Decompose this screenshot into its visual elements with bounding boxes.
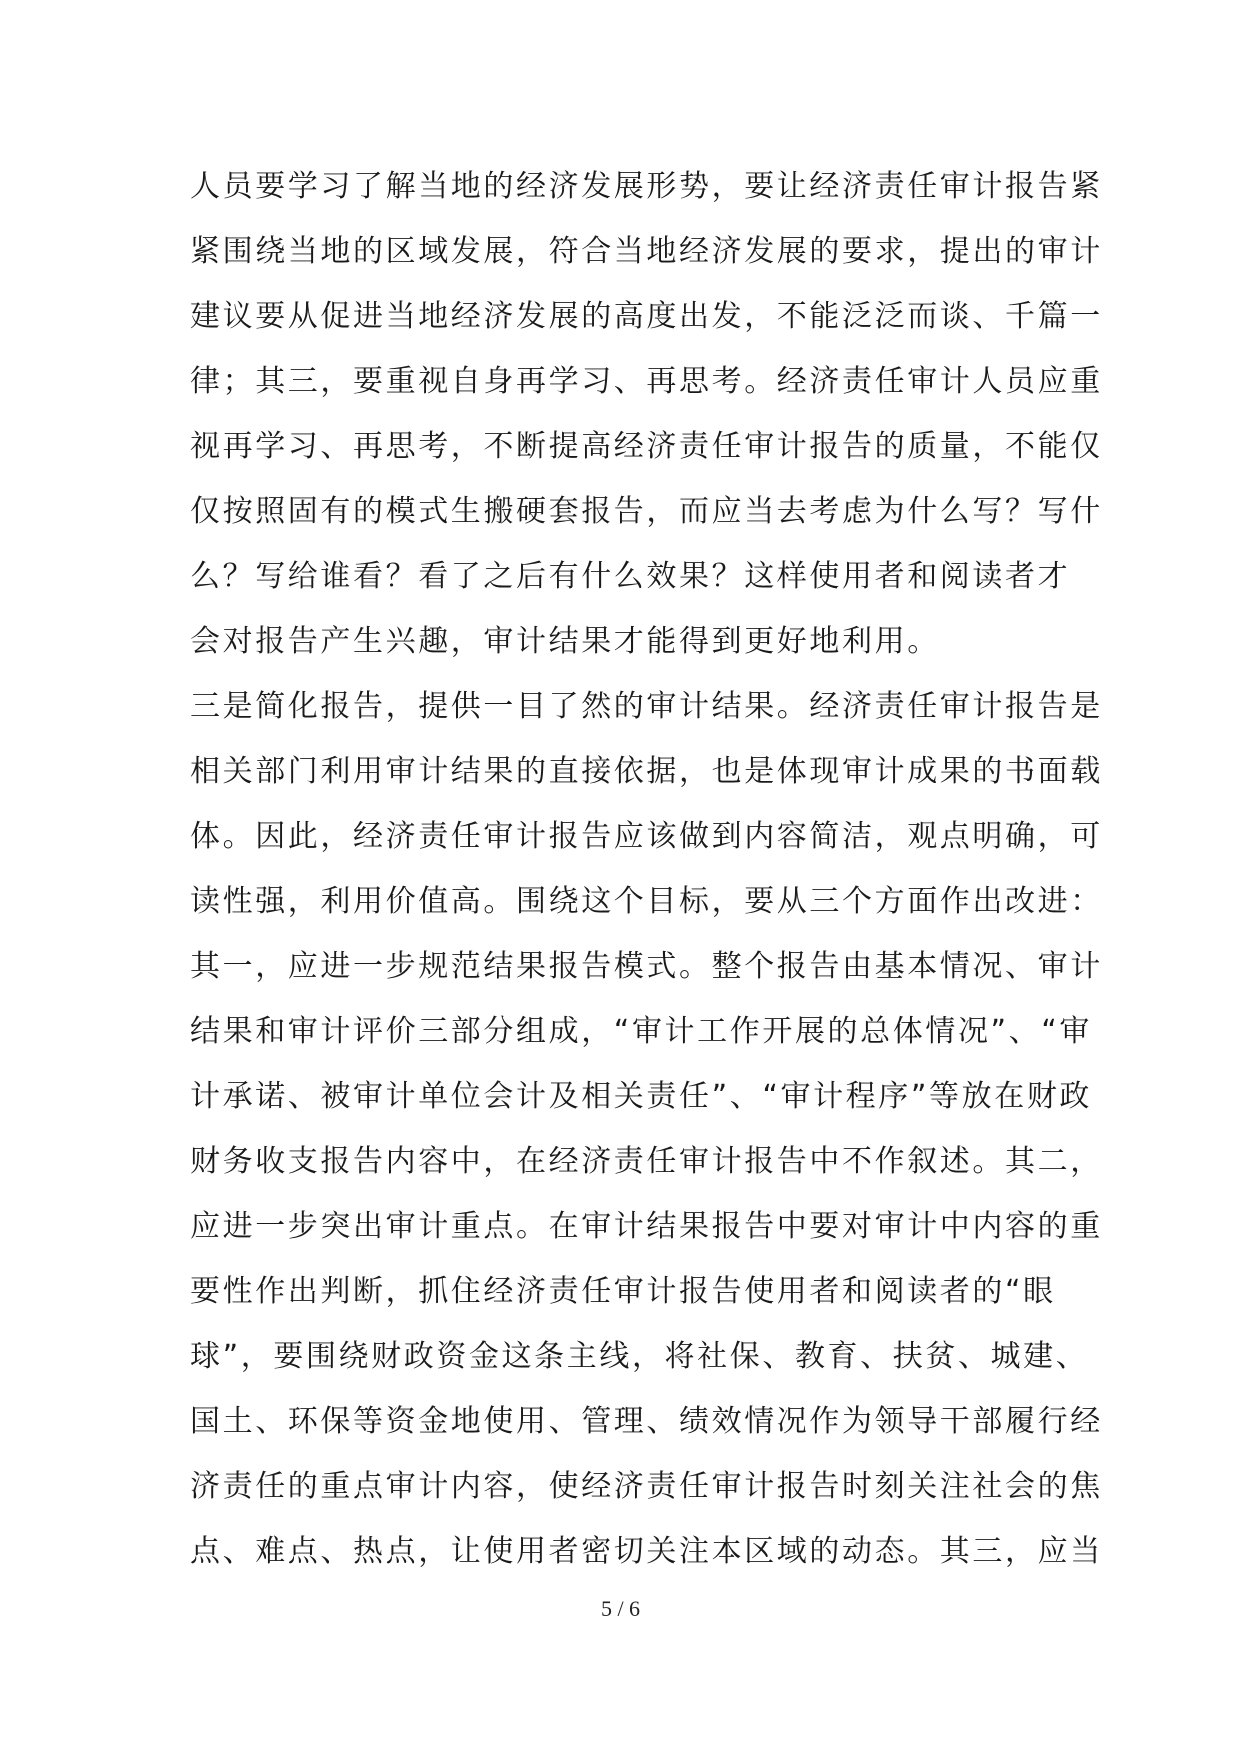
text-line: 人员要学习了解当地的经济发展形势，要让经济责任审计报告紧 [190,169,1103,204]
text-line: 读性强，利用价值高。围绕这个目标，要从三个方面作出改进： [190,884,1103,919]
text-line: 要性作出判断，抓住经济责任审计报告使用者和阅读者的“眼 [190,1274,1056,1309]
text-line: 体。因此，经济责任审计报告应该做到内容简洁，观点明确，可 [190,819,1103,854]
body-text [190,154,1103,1584]
text-line: 球”，要围绕财政资金这条主线，将社保、教育、扶贫、城建、 [190,1339,1089,1374]
text-line: 仅按照固有的模式生搬硬套报告，而应当去考虑为什么写？写什 [190,494,1103,529]
text-line: 会对报告产生兴趣，审计结果才能得到更好地利用。 [190,624,940,659]
text-line: 应进一步突出审计重点。在审计结果报告中要对审计中内容的重 [190,1209,1103,1244]
text-line: 么？写给谁看？看了之后有什么效果？这样使用者和阅读者才 [190,559,1071,594]
text-line: 三是简化报告，提供一目了然的审计结果。经济责任审计报告是 [190,689,1103,724]
text-line: 律；其三，要重视自身再学习、再思考。经济责任审计人员应重 [190,364,1103,399]
text-line: 点、难点、热点，让使用者密切关注本区域的动态。其三，应当 [190,1534,1103,1569]
text-line: 济责任的重点审计内容，使经济责任审计报告时刻关注社会的焦 [190,1469,1103,1504]
text-line: 视再学习、再思考，不断提高经济责任审计报告的质量，不能仅 [190,429,1103,464]
text-line: 结果和审计评价三部分组成，“审计工作开展的总体情况”、“审 [190,1014,1093,1049]
text-line: 计承诺、被审计单位会计及相关责任”、“审计程序”等放在财政 [190,1079,1093,1114]
text-line: 建议要从促进当地经济发展的高度出发，不能泛泛而谈、千篇一 [190,299,1103,334]
text-line: 紧围绕当地的区域发展，符合当地经济发展的要求，提出的审计 [190,234,1103,269]
text-line: 相关部门利用审计结果的直接依据，也是体现审计成果的书面载 [190,754,1103,789]
text-line: 国土、环保等资金地使用、管理、绩效情况作为领导干部履行经 [190,1404,1103,1439]
text-line: 财务收支报告内容中，在经济责任审计报告中不作叙述。其二， [190,1144,1103,1179]
text-line: 其一，应进一步规范结果报告模式。整个报告由基本情况、审计 [190,949,1103,984]
page-number: 5 / 6 [600,1596,641,1621]
